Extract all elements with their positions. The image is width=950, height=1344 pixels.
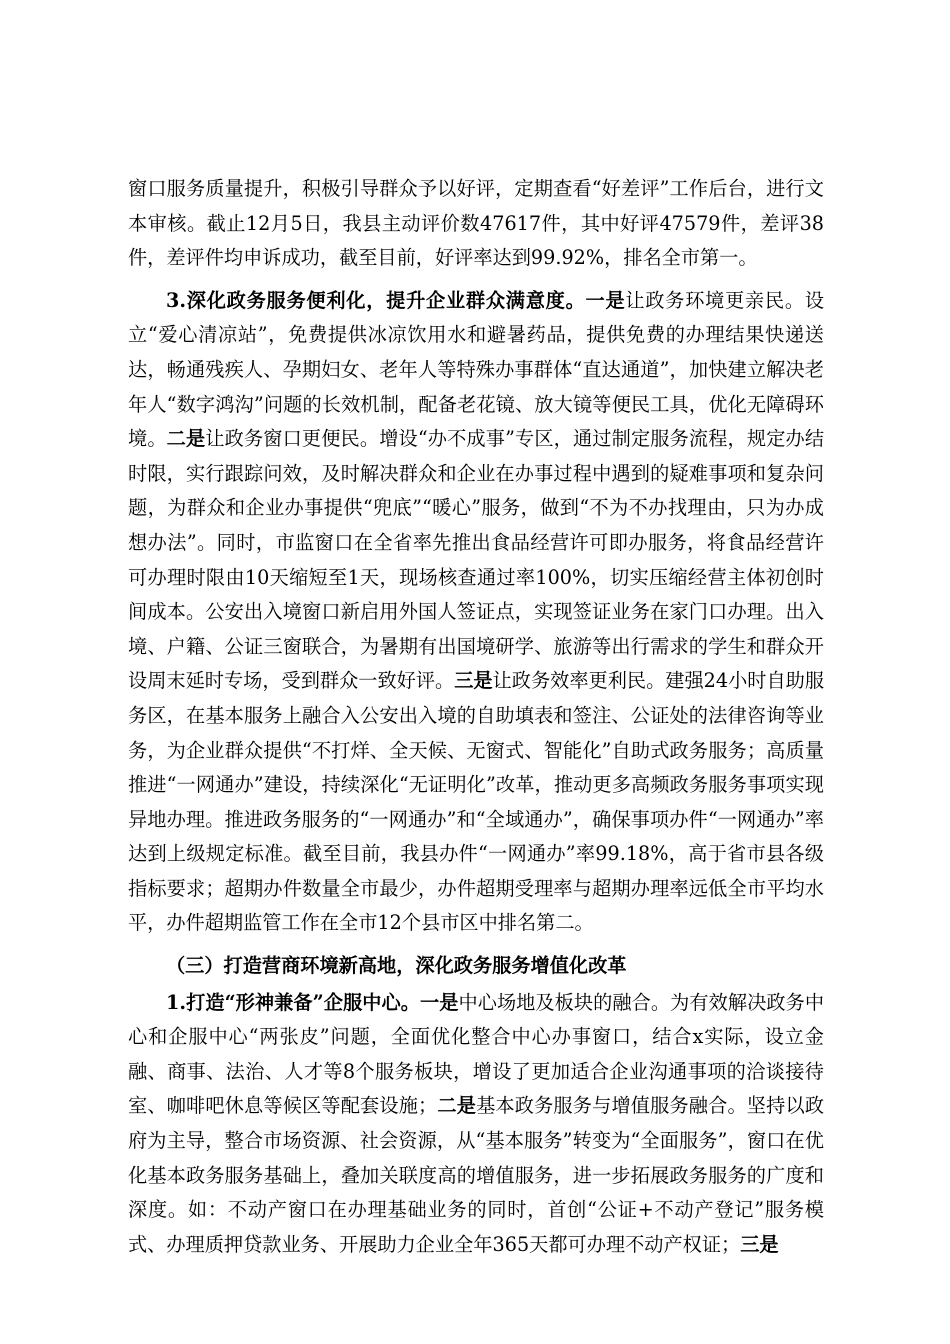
paragraph-enterprise-center [128,986,824,1263]
document-page [128,172,824,1262]
paragraph-lead: 3.深化政务服务便利化，提升企业群众满意度。 [166,288,586,312]
section-heading-3: （三）打造营商环境新高地，深化政务服务增值化改革 [166,954,627,978]
point-text-2: 让政务窗口更便民。增设“办不成事”专区，通过制定服务流程，规定办结时限，实行跟踪问效，及时解决群众和企业在办事过程中遇到的疑难事项和复杂问题，为群众和企业办事提供“兜底”“暖心”服务，做到“不为不办找理由，只为办成想办法”。同时，市监窗口在全省率先推出食品经营许可即办服务，将食品经营许可办理时限由10天缩短至1天，现场核查通过率100%，切实压缩经营主体初创时间成本。公安出入境窗口新启用外国人签证点，实现签证业务在家门口办理。出入境、户籍、公证三窗联合，为暑期有出国境研学、旅游等出行需求的学生和群众开设周末延时专场，受到群众一致好评。 [128,427,825,693]
point-marker-2: 二是 [166,427,206,451]
point-text-2: 基本政务服务与增值服务融合。坚持以政府为主导，整合市场资源、社会资源，从“基本服务”转变为“全面服务”，窗口在优化基本政务服务基础上，叠加关联度高的增值服务，进一步拓展政务服务的广度和深度。如：不动产窗口在办理基础业务的同时，首创“公证+不动产登记”服务模式、办理质押贷款业务、开展助力企业全年365天都可办理不动产权证； [128,1094,825,1256]
paragraph-3-service-convenience [128,284,824,941]
point-marker-2: 二是 [437,1094,477,1118]
point-marker-1: 一是 [419,990,459,1014]
paragraph-lead: 1.打造“形神兼备”企服中心。 [166,990,420,1014]
point-marker-3: 三是 [740,1232,779,1256]
point-marker-3: 三是 [454,669,493,693]
point-text-1: 中心场地及板块的融合。为有效解决政务中心和企服中心“两张皮”问题，全面优化整合中心办事窗口，结合x实际，设立金融、商事、法治、人才等8个服务板块，增设了更加适合企业沟通事项的洽谈接待室、咖啡吧休息等候区等配套设施； [128,990,825,1118]
point-text-3: 让政务效率更利民。建强24小时自助服务区，在基本服务上融合入公安出入境的自助填表和签注、公证处的法律咨询等业务，为企业群众提供“不打烊、全天候、无窗式、智能化”自助式政务服务；高质量推进“一网通办”建设，持续深化“无证明化”改革，推动更多高频政务服务事项实现异地办理。推进政务服务的“一网通办”和“全域通办”，确保事项办件“一网通办”率达到上级规定标准。截至目前，我县办件“一网通办”率99.18%，高于省市县各级指标要求；超期办件数量全市最少，办件超期受理率与超期办理率远低全市平均水平，办件超期监管工作在全市12个县市区中排名第二。 [128,669,825,935]
point-text-1: 让政务环境更亲民。设立“爱心清凉站”，免费提供冰凉饮用水和避暑药品，提供免费的办理结果快递送达，畅通残疾人、孕期妇女、老年人等特殊办事群体“直达通道”，加快建立解决老年人“数字鸿沟”问题的长效机制，配备老花镜、放大镜等便民工具，优化无障碍环境。 [128,288,825,451]
continuation-paragraph: 窗口服务质量提升，积极引导群众予以好评，定期查看“好差评”工作后台，进行文本审核。截止12月5日，我县主动评价数47617件，其中好评47579件，差评38件，差评件均申诉成功，截至目前，好评率达到99.92%，排名全市第一。 [128,177,824,270]
point-marker-1: 一是 [585,288,626,312]
